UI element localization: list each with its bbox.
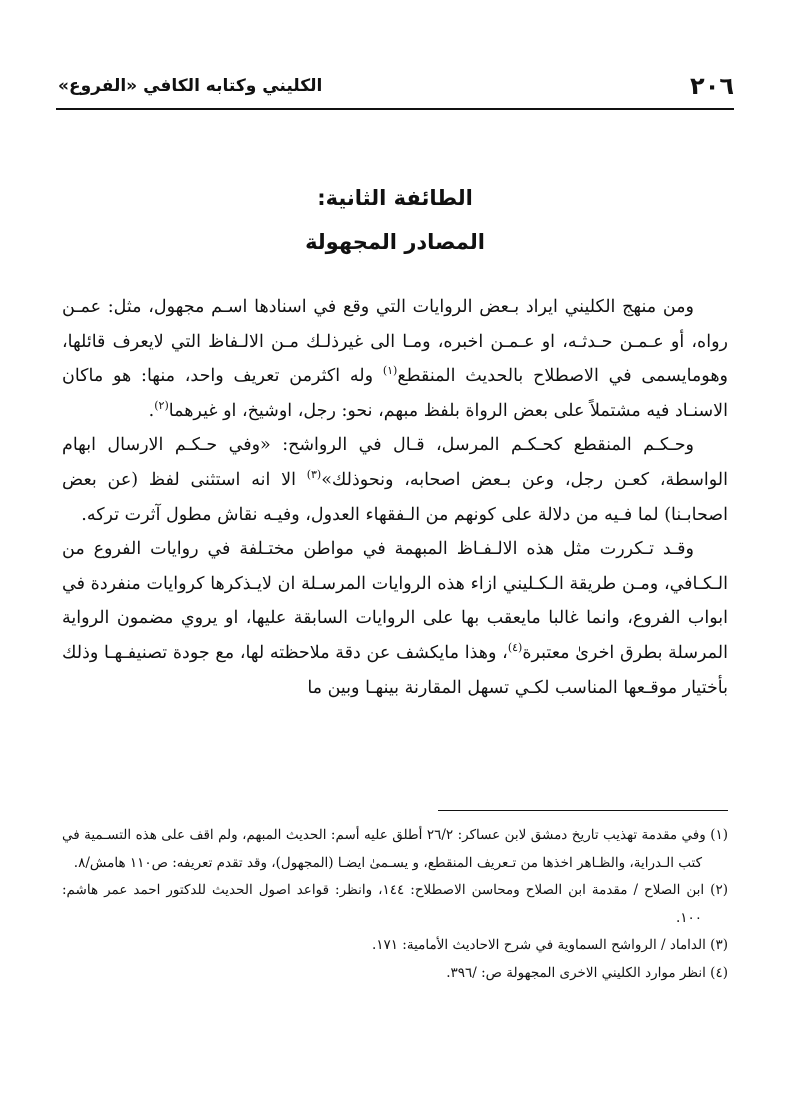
footnotes — [62, 822, 728, 987]
section-heading — [0, 176, 790, 264]
running-title: الكليني وكتابه الكافي «الفروع» — [58, 76, 323, 96]
footnote-3: (٣) الداماد / الرواشح السماوية في شرح الاحاديث الأمامية: ١٧١. — [371, 937, 728, 953]
footnote-ref-2[interactable]: (٢) — [154, 398, 169, 412]
header-divider — [56, 108, 734, 110]
paragraph-3-text-b: ، وهذا مايكشف عن دقة ملاحظته لها، مع جودة تصنيفـهـا وذلك بأختيار موقـعها المناسب لكـي تسهل المقارنة بينهـا وبين ما — [62, 642, 728, 698]
footnote-2: (٢) ابن الصلاح / مقدمة ابن الصلاح ومحاسن الاصطلاح: ١٤٤، وانظر: قواعد اصول الحديث للدكتور احمد عمر هاشم: ١٠٠. — [62, 882, 728, 926]
footnote-4: (٤) انظر موارد الكليني الاخرى المجهولة ص: /٣٩٦. — [446, 964, 728, 981]
paragraph-2 — [62, 428, 728, 532]
paragraph-2-text-a: وحـكـم المنقطع كحـكـم المرسل، قـال في الرواشح: «وفي حـكـم الارسال ابهام الواسطة، كعـن رجل، وعن بـعض اصحابه، ونحوذلك» — [62, 435, 728, 490]
paragraph-1-text-b: وله اكثرمن تعريف واحد، منها: هو ماكان الاسنـاد فيه مشتملاً على بعض الرواة بلفظ مبهم، نحو: رجل، اوشيخ، او غيرهما — [62, 366, 728, 421]
footnote-ref-4[interactable]: (٤) — [507, 641, 523, 655]
body-text — [62, 290, 728, 705]
paragraph-1 — [62, 290, 728, 428]
paragraph-1-text-c: . — [148, 400, 155, 421]
page-number: ٢٠٦ — [690, 72, 734, 100]
paragraph-3 — [62, 532, 728, 705]
section-title-line-2: المصادر المجهولة — [305, 230, 485, 254]
footnote-divider — [438, 810, 728, 811]
paragraph-2-text-b: الا انه استثنى لفظ (عن بعض اصحابـنا) لما فـيه من دلالة على كونهم من الـفقهاء العدول، وفيـه نقاش مطول آثرت تركه. — [62, 469, 728, 525]
section-title-line-1: الطائفة الثانية: — [317, 186, 473, 210]
footnote-ref-1[interactable]: (١) — [382, 364, 398, 378]
paragraph-3-text-a: وقـد تـكررت مثل هذه الالـفـاظ المبهمة في مواطن مختـلفة في روايات الفروع من الـكـافي، ومـن طريقة الـكـليني ازاء هذه الروايات المرسـلة ان لايـذكرها كروايات منفردة في ابواب الفروع، وانما غالبا مايعقب بها على الروايات السابقة عليها، او يروي مضمون الرواية المرسلة بطرق اخرىٰ معتبرة — [62, 539, 728, 663]
paragraph-1-text-a: ومن منهج الكليني ايراد بـعض الروايات التي وقع في اسنادها اسـم مجهول، مثل: عمـن رواه، أو عـمـن حـدثـه، او عـمـن اخبره، ومـا الى غيرذلـك مـن الالـفاظ التي لايعرف قائلها، وهومايسمى في الاصطلاح بالحديث المنقطع — [62, 297, 728, 387]
footnote-ref-3[interactable]: (٣) — [306, 468, 322, 482]
footnote-1: (١) وفي مقدمة تهذيب تاريخ دمشق لابن عساكر: ٢٦/٢ أطلق عليه أسم: الحديث المبهم، ولم اقف على هذه التسـمية في كتب الـدراية، والظـاهر اخذها من تـعريف المنقطع، و يسـمىٰ ايضـا (المجهول)، وقد تقدم تعريفه: ص١١٠ هامش/٨. — [62, 827, 729, 871]
page-header — [58, 68, 734, 104]
